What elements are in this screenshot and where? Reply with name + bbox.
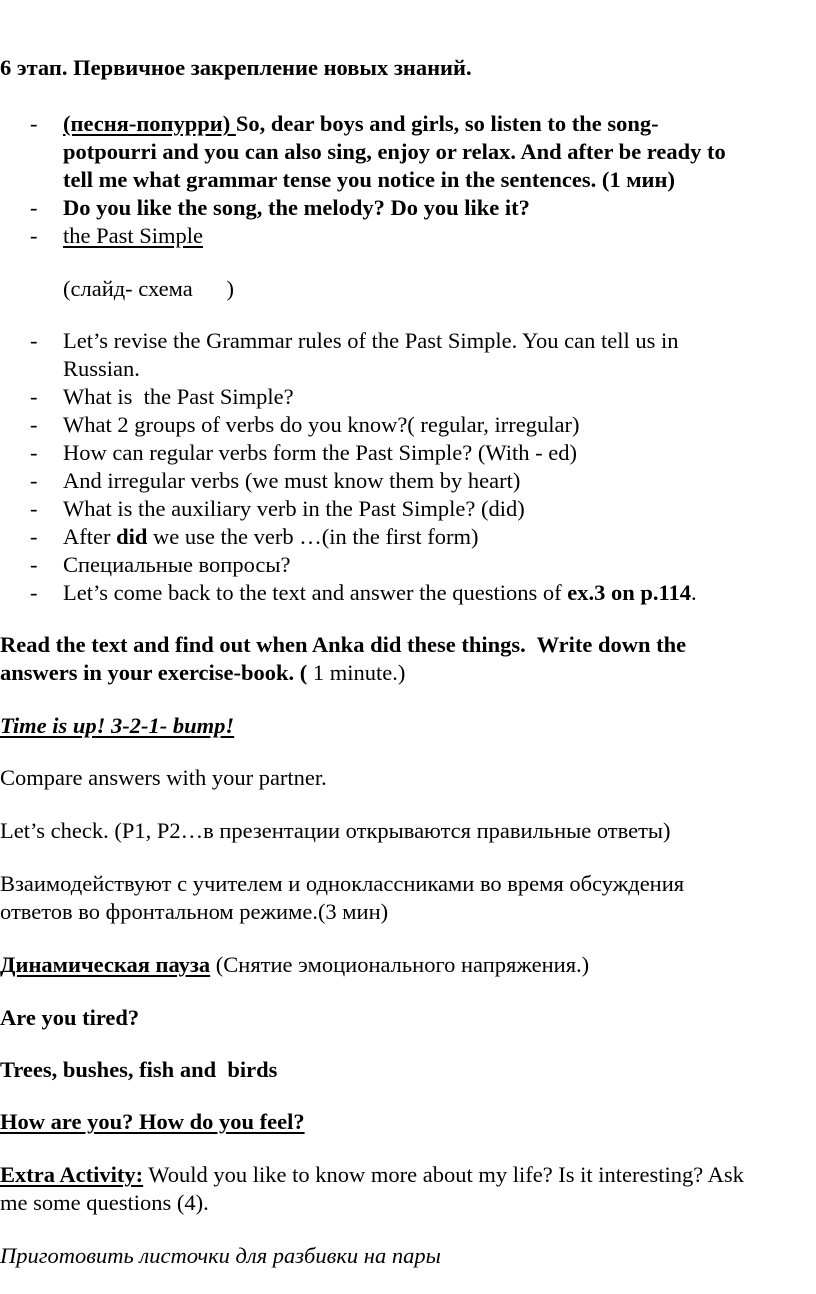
- song-intro-line2: potpourri and you can also sing, enjoy or relax. And after be ready to: [63, 139, 726, 164]
- bullet-dash: -: [30, 440, 38, 465]
- like-song-question: Do you like the song, the melody? Do you like it?: [63, 195, 530, 220]
- slide-scheme-note: (слайд- схема ): [63, 276, 234, 301]
- trees-line: Trees, bushes, fish and birds: [0, 1057, 278, 1082]
- come-back-line: [63, 582, 697, 605]
- bullet-dash: -: [30, 412, 38, 437]
- song-intro-line1: [63, 113, 659, 136]
- extra-activity-line2: me some questions (4).: [0, 1190, 209, 1215]
- interact-line2: ответов во фронтальном режиме.(3 мин): [0, 899, 389, 924]
- song-intro-line3: tell me what grammar tense you notice in the sentences. (1 мин): [63, 167, 675, 192]
- bullet-dash: -: [30, 496, 38, 521]
- read-task-line1: Read the text and find out when Anka did these things. Write down the: [0, 632, 687, 657]
- bullet-dash: -: [30, 328, 38, 353]
- bullet-dash: -: [30, 384, 38, 409]
- groups-question: What 2 groups of verbs do you know?( regular, irregular): [63, 412, 580, 437]
- auxiliary-question: What is the auxiliary verb in the Past Simple? (did): [63, 496, 525, 521]
- extra-activity-label: Extra Activity:: [0, 1162, 144, 1187]
- bullet-dash: -: [30, 195, 38, 220]
- song-intro-text: So, dear boys and girls, so listen to the song-: [235, 111, 659, 136]
- dynamic-pause-label: Динамическая пауза: [0, 952, 211, 977]
- time-is-up: Time is up! 3-2-1- bump!: [0, 713, 235, 738]
- bullet-dash: -: [30, 580, 38, 605]
- special-questions: Специальные вопросы?: [63, 552, 291, 577]
- past-simple-answer: the Past Simple: [63, 223, 203, 248]
- revise-line1: Let’s revise the Grammar rules of the Past Simple. You can tell us in: [63, 328, 679, 353]
- extra-activity-line1: [0, 1164, 744, 1187]
- after-bold: did: [116, 524, 148, 549]
- check-answers: Let’s check. (P1, P2…в презентации открываются правильные ответы): [0, 818, 671, 843]
- bullet-dash: -: [30, 223, 38, 248]
- bullet-dash: -: [30, 468, 38, 493]
- what-is-question: What is the Past Simple?: [63, 384, 294, 409]
- dynamic-pause: [0, 954, 589, 977]
- back-bold: ex.3 on p.114: [567, 580, 692, 605]
- bullet-dash: -: [30, 111, 38, 136]
- back-post: .: [691, 580, 697, 605]
- after-did-line: [63, 526, 479, 549]
- interact-line1: Взаимодействуют с учителем и одноклассниками во время обсуждения: [0, 871, 685, 896]
- bullet-dash: -: [30, 552, 38, 577]
- after-pre: After: [63, 524, 117, 549]
- prepare-note: Приготовить листочки для разбивки на пары: [0, 1243, 441, 1268]
- read-task-time: 1 minute.): [312, 660, 406, 685]
- are-you-tired: Are you tired?: [0, 1005, 140, 1030]
- dynamic-pause-note: (Снятие эмоционального напряжения.): [210, 952, 590, 977]
- read-task-bold: answers in your exercise-book. (: [0, 660, 313, 685]
- stage-heading: 6 этап. Первичное закрепление новых знаний.: [0, 55, 472, 80]
- extra-activity-text: Would you like to know more about my life? Is it interesting? Ask: [143, 1162, 744, 1187]
- irregular-note: And irregular verbs (we must know them by heart): [63, 468, 521, 493]
- after-post: we use the verb …(in the first form): [147, 524, 479, 549]
- song-tag: (песня-попурри): [63, 111, 236, 136]
- regular-question: How can regular verbs form the Past Simple? (With - ed): [63, 440, 577, 465]
- compare-answers: Compare answers with your partner.: [0, 765, 327, 790]
- read-task-line2: [0, 662, 405, 685]
- back-pre: Let’s come back to the text and answer the questions of: [63, 580, 568, 605]
- how-are-you: How are you? How do you feel?: [0, 1109, 305, 1134]
- bullet-dash: -: [30, 524, 38, 549]
- revise-line2: Russian.: [63, 356, 140, 381]
